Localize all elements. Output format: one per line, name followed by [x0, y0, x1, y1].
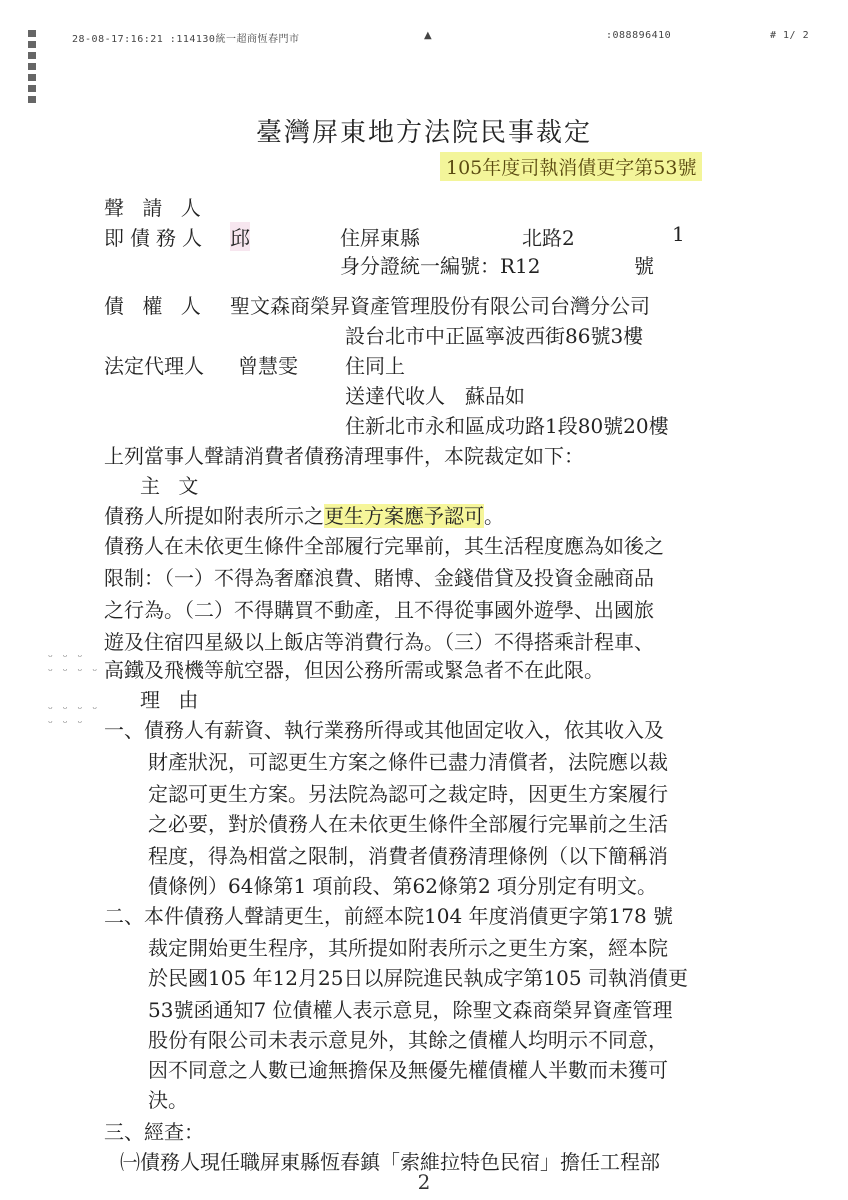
applicant-label: 聲 請 人 [104, 196, 207, 220]
service-agent-address: 住新北市永和區成功路1段80號20樓 [345, 414, 669, 438]
service-agent: 送達代收人 蘇品如 [345, 384, 525, 408]
reason-2-line: 股份有限公司未表示意見外，其餘之債權人均明示不同意， [148, 1028, 668, 1052]
reason-2-line: 於民國105 年12月25日以屏院進民執成字第105 司執消債更 [148, 966, 688, 990]
representative-name: 曾慧雯 [238, 354, 298, 378]
punch-marks: ᵕ ᵕ ᵕ ᵕ ᵕ ᵕ ᵕ [48, 702, 101, 730]
reason-heading: 理 由 [140, 688, 205, 712]
main-item-1-end: 。 [484, 504, 504, 528]
main-heading: 主 文 [140, 474, 205, 498]
reason-3-heading: 三、經查： [104, 1120, 204, 1144]
main-item-2-line: 債務人在未依更生條件全部履行完畢前，其生活程度應為如後之 [104, 534, 664, 558]
debtor-address: 住屏東縣 [340, 226, 420, 250]
reason-2-line: 裁定開始更生程序，其所提如附表所示之更生方案，經本院 [148, 936, 668, 960]
fax-page-counter: # 1/ 2 [770, 30, 810, 41]
intro-paragraph: 上列當事人聲請消費者債務清理事件，本院裁定如下： [104, 444, 584, 468]
reason-2-line: 二、本件債務人聲請更生，前經本院104 年度消債更字第178 號 [104, 904, 674, 928]
debtor-label: 即債務人 [104, 226, 208, 250]
creditor-name: 聖文森商榮昇資產管理股份有限公司台灣分公司 [230, 294, 650, 318]
fax-header-number: :088896410 [606, 30, 672, 41]
debtor-road: 北路2 [522, 226, 575, 250]
reason-2-line: 因不同意之人數已逾無擔保及無優先權債權人半數而未獲可 [148, 1058, 668, 1082]
main-item-2-line: 之行為。（二）不得購買不動產，且不得從事國外遊學、出國旅 [104, 598, 654, 622]
fax-header-left: 28-08-17:16:21 :114130統一超商恆春門市 [72, 34, 300, 45]
reason-1-line: 一、債務人有薪資、執行業務所得或其他固定收入，依其收入及 [104, 718, 664, 742]
main-item-2-line: 限制：（一）不得為奢靡浪費、賭博、金錢借貸及投資金融商品 [104, 566, 654, 590]
reason-1-line: 定認可更生方案。另法院為認可之裁定時，因更生方案履行 [148, 782, 668, 806]
main-item-1-highlight: 更生方案應予認可 [324, 504, 484, 528]
reason-3-item-1: ㈠債務人現任職屏東縣恆春鎮「索維拉特色民宿」擔任工程部 [120, 1150, 660, 1174]
representative-label: 法定代理人 [104, 354, 204, 378]
reason-1-line: 財產狀況，可認更生方案之條件已盡力清償者，法院應以裁 [148, 750, 668, 774]
debtor-name: 邱 [230, 222, 250, 251]
page-number: 2 [417, 1170, 431, 1194]
creditor-label: 債 權 人 [104, 294, 207, 318]
main-item-2-line: 遊及住宿四星級以上飯店等消費行為。（三）不得搭乘計程車、 [104, 630, 654, 654]
reason-1-line: 債條例）64條第1 項前段、第62條第2 項分別定有明文。 [148, 874, 658, 898]
reason-1-line: 之必要，對於債務人在未依更生條件全部履行完畢前之生活 [148, 812, 668, 836]
id-number-tail: 號 [634, 254, 654, 278]
main-item-2-line: 高鐵及飛機等航空器，但因公務所需或緊急者不在此限。 [104, 658, 604, 682]
creditor-address: 設台北市中正區寧波西街86號3樓 [345, 324, 644, 348]
id-number-line: 身分證統一編號：R12 [340, 254, 541, 278]
debtor-address-tail: 1 [672, 222, 685, 246]
main-item-1-text: 債務人所提如附表所示之 [104, 504, 324, 528]
fax-header-mark: ▲ [424, 30, 432, 41]
reason-2-line: 53號函通知7 位債權人表示意見，除聖文森商榮昇資產管理 [148, 998, 673, 1022]
main-item-1 [104, 500, 504, 529]
case-number: 105年度司執消債更字第53號 [440, 152, 702, 181]
reason-1-line: 程度，得為相當之限制，消費者債務清理條例（以下簡稱消 [148, 844, 668, 868]
representative-address: 住同上 [345, 354, 405, 378]
reason-2-line: 決。 [148, 1088, 188, 1112]
punch-marks: ᵕ ᵕ ᵕ ᵕ ᵕ ᵕ ᵕ [48, 650, 101, 678]
document-title: 臺灣屏東地方法院民事裁定 [255, 118, 592, 148]
binding-marks [28, 30, 38, 107]
